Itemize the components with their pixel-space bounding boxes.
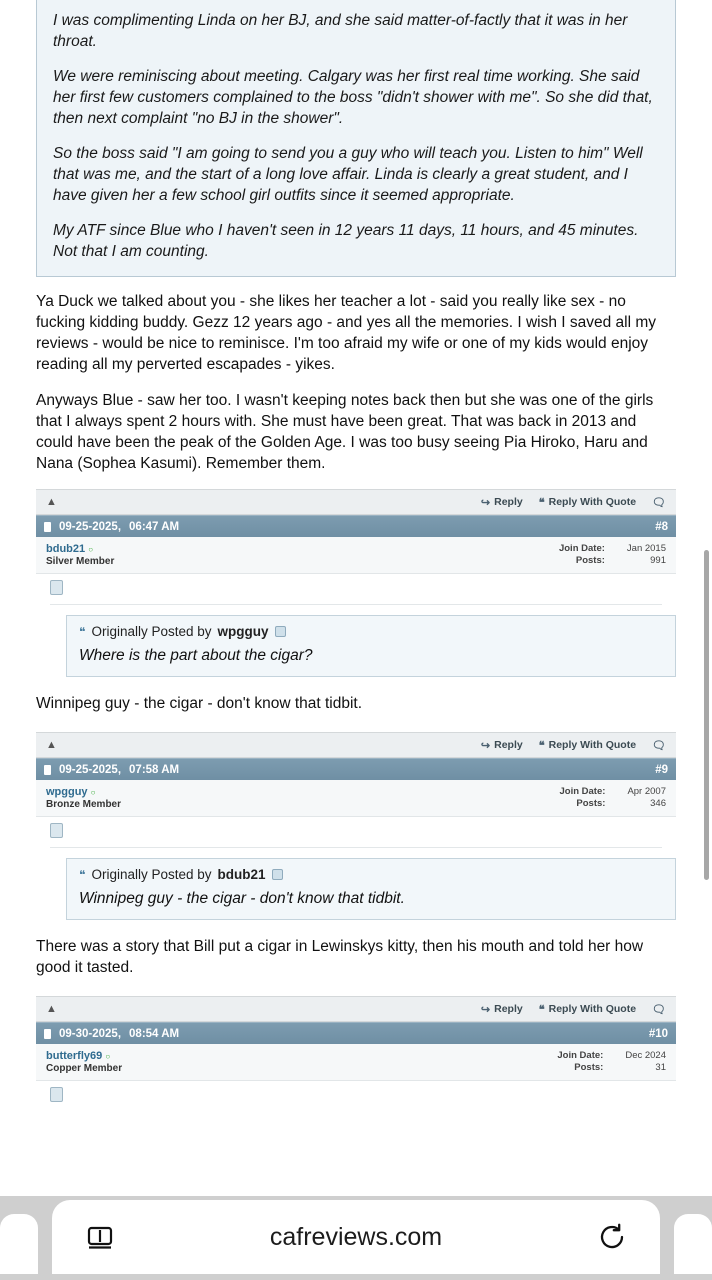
jump-to-post-icon[interactable]	[275, 626, 286, 637]
reply-with-quote-label: Reply With Quote	[548, 1003, 637, 1015]
post-paragraph: Anyways Blue - saw her too. I wasn't keeping notes back then but she was one of the girls that I always spent 2 hours with. She must have been great. That was back in 2013 and could have been the peak of the Golden Age. I was too busy seeing Pia Hiroko, Haru and Nana (Sophea Kasumi). Remember them.	[36, 392, 654, 472]
post-date: 09-25-2025,	[59, 520, 122, 533]
post-user-bar	[36, 1044, 676, 1081]
multi-quote-icon: 🗨	[652, 496, 666, 509]
post-header	[36, 1022, 676, 1044]
online-status-icon: ○	[105, 1052, 111, 1061]
post-paragraph: Ya Duck we talked about you - she likes her teacher a lot - said you really like sex - no fucking kidding buddy. Gezz 12 years ago - and yes all the memories. I wish I saved all my reviews - would be nice to reminisce. I'm too afraid my wife or one of my kids would enjoy reading all my perverted escapades - yikes.	[36, 293, 657, 373]
post-footer-bar	[36, 996, 676, 1022]
reply-button[interactable]	[481, 739, 523, 752]
divider	[50, 847, 662, 848]
reply-button[interactable]	[481, 1003, 523, 1016]
quote-author[interactable]: wpgguy	[217, 624, 269, 639]
post-type-icon-row	[36, 823, 676, 843]
user-stats	[557, 1050, 666, 1074]
post-type-icon-row	[36, 1087, 676, 1107]
reply-with-quote-button[interactable]	[539, 1003, 636, 1016]
reply-with-quote-label: Reply With Quote	[548, 496, 637, 508]
posts-label: Posts:	[574, 1062, 604, 1073]
quote-header-label: Originally Posted by	[91, 624, 212, 639]
tab-edge-left[interactable]	[0, 1214, 38, 1274]
quote-header-label: Originally Posted by	[91, 867, 212, 882]
user-title: Copper Member	[46, 1063, 123, 1074]
quote-block	[36, 0, 676, 277]
post-sheet-icon	[50, 823, 63, 838]
post-date: 09-30-2025,	[59, 1027, 122, 1040]
user-stats	[560, 786, 667, 810]
quote-icon: ❝	[538, 739, 545, 752]
scroll-to-top-icon[interactable]: ▲	[46, 496, 57, 508]
post-number[interactable]: #8	[655, 520, 668, 533]
quote-paragraph: I was complimenting Linda on her BJ, and she said matter-of-factly that it was in her throat.	[53, 12, 628, 50]
scroll-to-top-icon[interactable]: ▲	[46, 1003, 57, 1015]
inline-quote	[66, 858, 676, 920]
jump-to-post-icon[interactable]	[272, 869, 283, 880]
reader-mode-icon[interactable]	[80, 1217, 120, 1257]
join-date-label: Join Date:	[557, 1050, 604, 1061]
reply-with-quote-button[interactable]	[539, 496, 636, 509]
reply-label: Reply	[494, 739, 523, 751]
reply-with-quote-button[interactable]	[539, 739, 636, 752]
reply-arrow-icon: ↪	[480, 496, 491, 509]
user-stats	[559, 543, 666, 567]
post-number[interactable]: #10	[648, 1027, 668, 1040]
quote-mark-icon: ❝	[79, 624, 86, 639]
post-time: 08:54 AM	[129, 1027, 180, 1040]
quote-paragraph: We were reminiscing about meeting. Calgary was her first real time working. She said her first few customers complained to the boss "didn't shower with me". So she did that, then next complaint "no BJ in the shower".	[53, 68, 653, 127]
post-sheet-icon	[50, 580, 63, 595]
post-sheet-icon	[50, 1087, 63, 1102]
quote-paragraph: My ATF since Blue who I haven't seen in 12 years 11 days, 11 hours, and 45 minutes. Not that I am counting.	[53, 222, 639, 260]
post-time: 06:47 AM	[129, 520, 180, 533]
join-date-label: Join Date:	[559, 786, 606, 797]
reload-icon[interactable]	[592, 1217, 632, 1257]
join-date-label: Join Date:	[558, 543, 605, 554]
posts-value: 346	[650, 798, 666, 809]
join-date-value: Apr 2007	[627, 786, 666, 797]
posts-value: 991	[650, 555, 666, 566]
vertical-scrollbar[interactable]	[704, 550, 709, 880]
join-date-value: Dec 2024	[625, 1050, 666, 1061]
scroll-to-top-icon[interactable]: ▲	[46, 739, 57, 751]
post-number[interactable]: #9	[655, 763, 668, 776]
post-body: Winnipeg guy - the cigar - don't know that tidbit.	[36, 695, 363, 712]
username-link[interactable]: bdub21 ○	[46, 543, 94, 555]
post-icon	[44, 765, 51, 775]
url-text[interactable]: cafreviews.com	[269, 1222, 443, 1251]
quote-text: Winnipeg guy - the cigar - don't know that tidbit.	[79, 890, 405, 907]
multi-quote-button[interactable]	[652, 1003, 666, 1016]
post-header	[36, 515, 676, 537]
post-header	[36, 758, 676, 780]
quote-icon: ❝	[538, 496, 545, 509]
divider	[50, 604, 662, 605]
post-body: There was a story that Bill put a cigar in Lewinskys kitty, then his mouth and told her how good it tasted.	[36, 938, 644, 976]
quote-mark-icon: ❝	[79, 867, 86, 882]
posts-value: 31	[655, 1062, 666, 1073]
multi-quote-icon: 🗨	[652, 739, 666, 752]
post-time: 07:58 AM	[129, 763, 180, 776]
reply-with-quote-label: Reply With Quote	[548, 739, 637, 751]
quote-icon: ❝	[538, 1003, 545, 1016]
quote-paragraph: So the boss said "I am going to send you a guy who will teach you. Listen to him" Well that was me, and the start of a long love affair. Linda is clearly a great student, and I have given her a few school girl outfits since it seemed appropriate.	[53, 145, 643, 204]
post-footer-bar	[36, 489, 676, 515]
quote-author[interactable]: bdub21	[217, 867, 266, 882]
online-status-icon: ○	[88, 545, 94, 554]
post-body	[36, 277, 676, 474]
join-date-value: Jan 2015	[626, 543, 666, 554]
online-status-icon: ○	[90, 788, 96, 797]
post-date: 09-25-2025,	[59, 763, 122, 776]
reply-label: Reply	[494, 1003, 523, 1015]
post-user-bar	[36, 537, 676, 574]
reply-button[interactable]	[481, 496, 523, 509]
reply-arrow-icon: ↪	[480, 739, 491, 752]
reply-label: Reply	[494, 496, 523, 508]
quote-text: Where is the part about the cigar?	[79, 647, 313, 664]
post-icon	[44, 522, 51, 532]
posts-label: Posts:	[575, 555, 605, 566]
post-user-bar	[36, 780, 676, 817]
post-icon	[44, 1029, 51, 1039]
posts-label: Posts:	[576, 798, 606, 809]
post-footer-bar	[36, 732, 676, 758]
user-title: Bronze Member	[46, 799, 122, 810]
multi-quote-icon: 🗨	[652, 1003, 666, 1016]
reply-arrow-icon: ↪	[480, 1003, 491, 1016]
tab-edge-right[interactable]	[674, 1214, 712, 1274]
inline-quote	[66, 615, 676, 677]
multi-quote-button[interactable]	[652, 496, 666, 509]
user-title: Silver Member	[46, 556, 115, 567]
username-link[interactable]: butterfly69 ○	[46, 1050, 111, 1062]
multi-quote-button[interactable]	[652, 739, 666, 752]
browser-bottom-bar	[0, 1196, 712, 1280]
post-type-icon-row	[36, 580, 676, 600]
username-link[interactable]: wpgguy ○	[46, 786, 96, 798]
